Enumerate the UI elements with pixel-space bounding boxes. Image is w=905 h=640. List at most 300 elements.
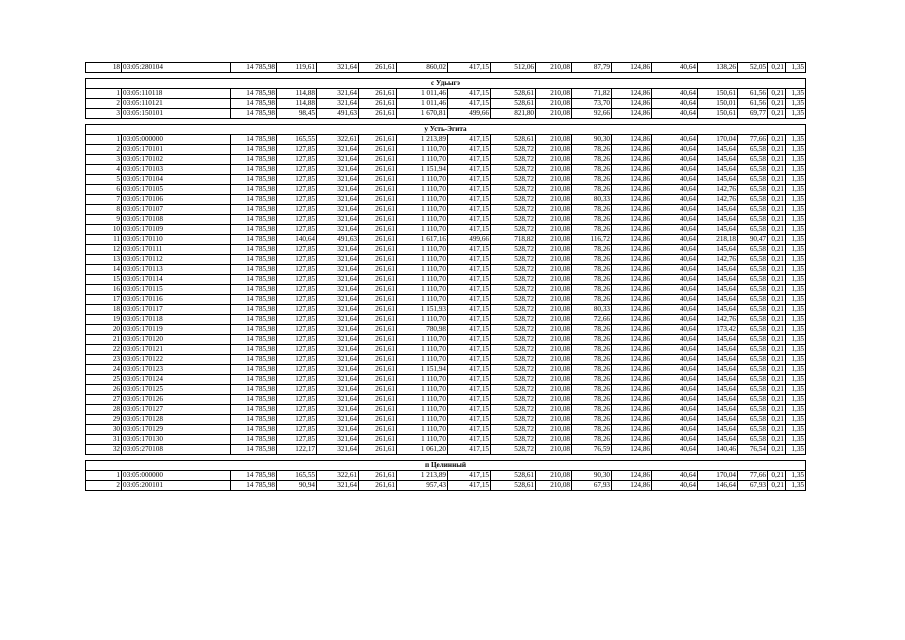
tariff-table [85, 62, 806, 491]
value-cell: 1,35 [786, 195, 806, 205]
value-cell: 528,72 [491, 215, 536, 225]
value-cell: 261,61 [359, 405, 397, 415]
row-number-cell: 4 [86, 165, 122, 175]
value-cell: 127,85 [277, 425, 317, 435]
value-cell: 14 785,98 [231, 325, 277, 335]
value-cell: 65,58 [738, 415, 768, 425]
value-cell: 145,64 [698, 295, 738, 305]
value-cell: 127,85 [277, 225, 317, 235]
table-row [86, 395, 806, 405]
table-row [86, 265, 806, 275]
cadastral-code-cell: 03:05:170118 [122, 315, 231, 325]
value-cell: 40,64 [652, 385, 698, 395]
value-cell: 210,08 [536, 385, 572, 395]
value-cell: 210,08 [536, 445, 572, 455]
value-cell: 78,26 [572, 405, 612, 415]
value-cell: 1,35 [786, 225, 806, 235]
value-cell: 40,64 [652, 295, 698, 305]
value-cell: 40,64 [652, 155, 698, 165]
row-number-cell: 2 [86, 99, 122, 109]
value-cell: 528,72 [491, 175, 536, 185]
value-cell: 124,86 [612, 325, 652, 335]
value-cell: 124,86 [612, 255, 652, 265]
value-cell: 528,72 [491, 195, 536, 205]
table-row [86, 481, 806, 491]
value-cell: 122,17 [277, 445, 317, 455]
value-cell: 124,86 [612, 275, 652, 285]
value-cell: 127,85 [277, 315, 317, 325]
value-cell: 14 785,98 [231, 155, 277, 165]
value-cell: 0,21 [768, 355, 786, 365]
row-number-cell: 19 [86, 315, 122, 325]
value-cell: 261,61 [359, 99, 397, 109]
cadastral-code-cell: 03:05:170124 [122, 375, 231, 385]
value-cell: 491,63 [317, 235, 359, 245]
value-cell: 124,86 [612, 375, 652, 385]
value-cell: 417,15 [448, 135, 491, 145]
value-cell: 72,66 [572, 315, 612, 325]
value-cell: 127,85 [277, 375, 317, 385]
value-cell: 65,58 [738, 175, 768, 185]
value-cell: 1 151,94 [397, 365, 448, 375]
value-cell: 90,30 [572, 471, 612, 481]
value-cell: 261,61 [359, 325, 397, 335]
value-cell: 417,15 [448, 415, 491, 425]
value-cell: 145,64 [698, 305, 738, 315]
value-cell: 1,35 [786, 385, 806, 395]
value-cell: 146,64 [698, 481, 738, 491]
table-row [86, 155, 806, 165]
value-cell: 528,72 [491, 405, 536, 415]
value-cell: 528,72 [491, 355, 536, 365]
value-cell: 210,08 [536, 481, 572, 491]
value-cell: 92,66 [572, 109, 612, 119]
value-cell: 0,21 [768, 205, 786, 215]
value-cell: 127,85 [277, 245, 317, 255]
value-cell: 528,72 [491, 205, 536, 215]
row-number-cell: 10 [86, 225, 122, 235]
value-cell: 321,64 [317, 185, 359, 195]
value-cell: 145,64 [698, 365, 738, 375]
value-cell: 65,58 [738, 375, 768, 385]
value-cell: 321,64 [317, 89, 359, 99]
value-cell: 127,85 [277, 285, 317, 295]
cadastral-code-cell: 03:05:170122 [122, 355, 231, 365]
value-cell: 1 110,70 [397, 385, 448, 395]
value-cell: 40,64 [652, 63, 698, 73]
value-cell: 417,15 [448, 215, 491, 225]
value-cell: 65,58 [738, 305, 768, 315]
value-cell: 77,66 [738, 135, 768, 145]
value-cell: 1 110,70 [397, 175, 448, 185]
value-cell: 0,21 [768, 63, 786, 73]
value-cell: 52,05 [738, 63, 768, 73]
value-cell: 218,18 [698, 235, 738, 245]
value-cell: 14 785,98 [231, 99, 277, 109]
value-cell: 417,15 [448, 175, 491, 185]
value-cell: 321,64 [317, 365, 359, 375]
value-cell: 77,66 [738, 471, 768, 481]
value-cell: 124,86 [612, 235, 652, 245]
value-cell: 65,58 [738, 245, 768, 255]
value-cell: 261,61 [359, 135, 397, 145]
value-cell: 40,64 [652, 255, 698, 265]
value-cell: 417,15 [448, 185, 491, 195]
value-cell: 127,85 [277, 215, 317, 225]
value-cell: 40,64 [652, 345, 698, 355]
value-cell: 127,85 [277, 405, 317, 415]
row-number-cell: 28 [86, 405, 122, 415]
value-cell: 528,72 [491, 415, 536, 425]
value-cell: 261,61 [359, 175, 397, 185]
value-cell: 210,08 [536, 435, 572, 445]
value-cell: 90,30 [572, 135, 612, 145]
value-cell: 321,64 [317, 335, 359, 345]
value-cell: 528,72 [491, 435, 536, 445]
value-cell: 14 785,98 [231, 315, 277, 325]
value-cell: 1 011,46 [397, 99, 448, 109]
value-cell: 124,86 [612, 89, 652, 99]
value-cell: 127,85 [277, 335, 317, 345]
value-cell: 65,58 [738, 145, 768, 155]
table-row [86, 415, 806, 425]
value-cell: 124,86 [612, 195, 652, 205]
value-cell: 210,08 [536, 99, 572, 109]
value-cell: 261,61 [359, 109, 397, 119]
value-cell: 528,72 [491, 335, 536, 345]
value-cell: 261,61 [359, 195, 397, 205]
value-cell: 124,86 [612, 425, 652, 435]
value-cell: 821,80 [491, 109, 536, 119]
value-cell: 321,64 [317, 155, 359, 165]
value-cell: 0,21 [768, 245, 786, 255]
value-cell: 321,64 [317, 355, 359, 365]
value-cell: 78,26 [572, 355, 612, 365]
value-cell: 261,61 [359, 275, 397, 285]
value-cell: 860,02 [397, 63, 448, 73]
value-cell: 14 785,98 [231, 275, 277, 285]
value-cell: 145,64 [698, 335, 738, 345]
value-cell: 124,86 [612, 109, 652, 119]
value-cell: 1 061,20 [397, 445, 448, 455]
value-cell: 417,15 [448, 195, 491, 205]
table-row [86, 99, 806, 109]
table-row [86, 235, 806, 245]
value-cell: 173,42 [698, 325, 738, 335]
value-cell: 78,26 [572, 345, 612, 355]
value-cell: 417,15 [448, 395, 491, 405]
value-cell: 0,21 [768, 185, 786, 195]
value-cell: 40,64 [652, 335, 698, 345]
value-cell: 0,21 [768, 305, 786, 315]
value-cell: 65,58 [738, 165, 768, 175]
value-cell: 40,64 [652, 471, 698, 481]
value-cell: 321,64 [317, 275, 359, 285]
value-cell: 14 785,98 [231, 145, 277, 155]
cadastral-code-cell: 03:05:170107 [122, 205, 231, 215]
value-cell: 78,26 [572, 145, 612, 155]
value-cell: 14 785,98 [231, 235, 277, 245]
value-cell: 0,21 [768, 471, 786, 481]
value-cell: 210,08 [536, 471, 572, 481]
value-cell: 40,64 [652, 109, 698, 119]
value-cell: 1,35 [786, 445, 806, 455]
value-cell: 65,58 [738, 255, 768, 265]
row-number-cell: 11 [86, 235, 122, 245]
value-cell: 78,26 [572, 165, 612, 175]
value-cell: 40,64 [652, 325, 698, 335]
table-row [86, 335, 806, 345]
value-cell: 210,08 [536, 405, 572, 415]
value-cell: 261,61 [359, 355, 397, 365]
value-cell: 40,64 [652, 355, 698, 365]
value-cell: 14 785,98 [231, 63, 277, 73]
value-cell: 40,64 [652, 315, 698, 325]
value-cell: 210,08 [536, 175, 572, 185]
value-cell: 210,08 [536, 155, 572, 165]
value-cell: 1,35 [786, 109, 806, 119]
value-cell: 67,93 [738, 481, 768, 491]
value-cell: 210,08 [536, 255, 572, 265]
value-cell: 40,64 [652, 365, 698, 375]
value-cell: 14 785,98 [231, 415, 277, 425]
value-cell: 145,64 [698, 435, 738, 445]
table-row [86, 245, 806, 255]
value-cell: 78,26 [572, 295, 612, 305]
cadastral-code-cell: 03:05:170104 [122, 175, 231, 185]
value-cell: 145,64 [698, 285, 738, 295]
cadastral-code-cell: 03:05:170129 [122, 425, 231, 435]
value-cell: 0,21 [768, 385, 786, 395]
value-cell: 321,64 [317, 395, 359, 405]
value-cell: 210,08 [536, 325, 572, 335]
value-cell: 1,35 [786, 235, 806, 245]
value-cell: 14 785,98 [231, 215, 277, 225]
value-cell: 261,61 [359, 365, 397, 375]
value-cell: 61,56 [738, 99, 768, 109]
table-row [86, 185, 806, 195]
value-cell: 261,61 [359, 295, 397, 305]
cadastral-code-cell: 03:05:000000 [122, 135, 231, 145]
value-cell: 124,86 [612, 165, 652, 175]
row-number-cell: 14 [86, 265, 122, 275]
value-cell: 14 785,98 [231, 195, 277, 205]
value-cell: 14 785,98 [231, 295, 277, 305]
value-cell: 528,72 [491, 345, 536, 355]
value-cell: 321,64 [317, 175, 359, 185]
value-cell: 145,64 [698, 265, 738, 275]
value-cell: 14 785,98 [231, 109, 277, 119]
value-cell: 261,61 [359, 265, 397, 275]
value-cell: 1 110,70 [397, 375, 448, 385]
value-cell: 40,64 [652, 425, 698, 435]
value-cell: 528,61 [491, 471, 536, 481]
value-cell: 1 110,70 [397, 425, 448, 435]
value-cell: 261,61 [359, 315, 397, 325]
row-number-cell: 24 [86, 365, 122, 375]
table-row [86, 471, 806, 481]
value-cell: 417,15 [448, 63, 491, 73]
value-cell: 1,35 [786, 405, 806, 415]
value-cell: 14 785,98 [231, 135, 277, 145]
value-cell: 1,35 [786, 215, 806, 225]
value-cell: 65,58 [738, 435, 768, 445]
value-cell: 78,26 [572, 365, 612, 375]
value-cell: 40,64 [652, 275, 698, 285]
value-cell: 65,58 [738, 285, 768, 295]
value-cell: 261,61 [359, 345, 397, 355]
value-cell: 145,64 [698, 175, 738, 185]
value-cell: 210,08 [536, 415, 572, 425]
value-cell: 14 785,98 [231, 185, 277, 195]
value-cell: 528,61 [491, 89, 536, 99]
value-cell: 261,61 [359, 205, 397, 215]
value-cell: 145,64 [698, 375, 738, 385]
value-cell: 80,33 [572, 195, 612, 205]
value-cell: 40,64 [652, 145, 698, 155]
value-cell: 528,72 [491, 145, 536, 155]
value-cell: 210,08 [536, 285, 572, 295]
value-cell: 417,15 [448, 99, 491, 109]
value-cell: 1 110,70 [397, 405, 448, 415]
value-cell: 145,64 [698, 355, 738, 365]
value-cell: 165,55 [277, 135, 317, 145]
value-cell: 718,82 [491, 235, 536, 245]
value-cell: 124,86 [612, 205, 652, 215]
value-cell: 65,58 [738, 395, 768, 405]
value-cell: 1,35 [786, 145, 806, 155]
value-cell: 142,76 [698, 255, 738, 265]
value-cell: 124,86 [612, 145, 652, 155]
value-cell: 14 785,98 [231, 395, 277, 405]
value-cell: 140,46 [698, 445, 738, 455]
table-row [86, 135, 806, 145]
value-cell: 127,85 [277, 365, 317, 375]
value-cell: 417,15 [448, 405, 491, 415]
value-cell: 145,64 [698, 165, 738, 175]
value-cell: 65,58 [738, 225, 768, 235]
value-cell: 80,33 [572, 305, 612, 315]
table-row [86, 165, 806, 175]
value-cell: 145,64 [698, 215, 738, 225]
value-cell: 780,98 [397, 325, 448, 335]
value-cell: 528,72 [491, 295, 536, 305]
value-cell: 65,58 [738, 425, 768, 435]
value-cell: 417,15 [448, 275, 491, 285]
value-cell: 78,26 [572, 435, 612, 445]
value-cell: 40,64 [652, 175, 698, 185]
value-cell: 528,72 [491, 445, 536, 455]
section-title: п Целинный [86, 461, 806, 471]
value-cell: 124,86 [612, 185, 652, 195]
value-cell: 261,61 [359, 375, 397, 385]
cadastral-code-cell: 03:05:170105 [122, 185, 231, 195]
value-cell: 14 785,98 [231, 335, 277, 345]
value-cell: 40,64 [652, 205, 698, 215]
value-cell: 1,35 [786, 471, 806, 481]
value-cell: 210,08 [536, 109, 572, 119]
value-cell: 1 110,70 [397, 355, 448, 365]
cadastral-code-cell: 03:05:170102 [122, 155, 231, 165]
row-number-cell: 3 [86, 155, 122, 165]
value-cell: 1,35 [786, 325, 806, 335]
value-cell: 145,64 [698, 405, 738, 415]
value-cell: 0,21 [768, 109, 786, 119]
value-cell: 1,35 [786, 175, 806, 185]
value-cell: 417,15 [448, 155, 491, 165]
row-number-cell: 3 [86, 109, 122, 119]
value-cell: 145,64 [698, 345, 738, 355]
value-cell: 321,64 [317, 325, 359, 335]
value-cell: 65,58 [738, 295, 768, 305]
value-cell: 417,15 [448, 435, 491, 445]
value-cell: 0,21 [768, 375, 786, 385]
value-cell: 14 785,98 [231, 205, 277, 215]
value-cell: 417,15 [448, 445, 491, 455]
value-cell: 140,64 [277, 235, 317, 245]
value-cell: 127,85 [277, 275, 317, 285]
value-cell: 321,64 [317, 225, 359, 235]
value-cell: 957,43 [397, 481, 448, 491]
document-page [85, 62, 806, 491]
value-cell: 0,21 [768, 425, 786, 435]
table-row [86, 435, 806, 445]
value-cell: 210,08 [536, 235, 572, 245]
value-cell: 528,61 [491, 135, 536, 145]
value-cell: 40,64 [652, 305, 698, 315]
value-cell: 528,72 [491, 425, 536, 435]
cadastral-code-cell: 03:05:170109 [122, 225, 231, 235]
value-cell: 261,61 [359, 335, 397, 345]
value-cell: 145,64 [698, 275, 738, 285]
value-cell: 65,58 [738, 385, 768, 395]
row-number-cell: 12 [86, 245, 122, 255]
value-cell: 0,21 [768, 435, 786, 445]
value-cell: 491,63 [317, 109, 359, 119]
cadastral-code-cell: 03:05:170108 [122, 215, 231, 225]
row-number-cell: 15 [86, 275, 122, 285]
value-cell: 417,15 [448, 385, 491, 395]
value-cell: 124,86 [612, 155, 652, 165]
value-cell: 1 110,70 [397, 395, 448, 405]
value-cell: 142,76 [698, 185, 738, 195]
value-cell: 65,58 [738, 405, 768, 415]
value-cell: 127,85 [277, 415, 317, 425]
value-cell: 1,35 [786, 63, 806, 73]
value-cell: 1,35 [786, 315, 806, 325]
value-cell: 1 110,70 [397, 275, 448, 285]
value-cell: 124,86 [612, 335, 652, 345]
cadastral-code-cell: 03:05:170110 [122, 235, 231, 245]
value-cell: 40,64 [652, 375, 698, 385]
value-cell: 14 785,98 [231, 245, 277, 255]
value-cell: 78,26 [572, 325, 612, 335]
value-cell: 322,61 [317, 471, 359, 481]
value-cell: 1 110,70 [397, 205, 448, 215]
value-cell: 261,61 [359, 145, 397, 155]
value-cell: 71,82 [572, 89, 612, 99]
value-cell: 40,64 [652, 89, 698, 99]
value-cell: 499,66 [448, 109, 491, 119]
value-cell: 0,21 [768, 445, 786, 455]
value-cell: 210,08 [536, 315, 572, 325]
value-cell: 417,15 [448, 255, 491, 265]
value-cell: 127,85 [277, 195, 317, 205]
value-cell: 145,64 [698, 425, 738, 435]
value-cell: 261,61 [359, 305, 397, 315]
value-cell: 1 110,70 [397, 155, 448, 165]
value-cell: 528,72 [491, 385, 536, 395]
